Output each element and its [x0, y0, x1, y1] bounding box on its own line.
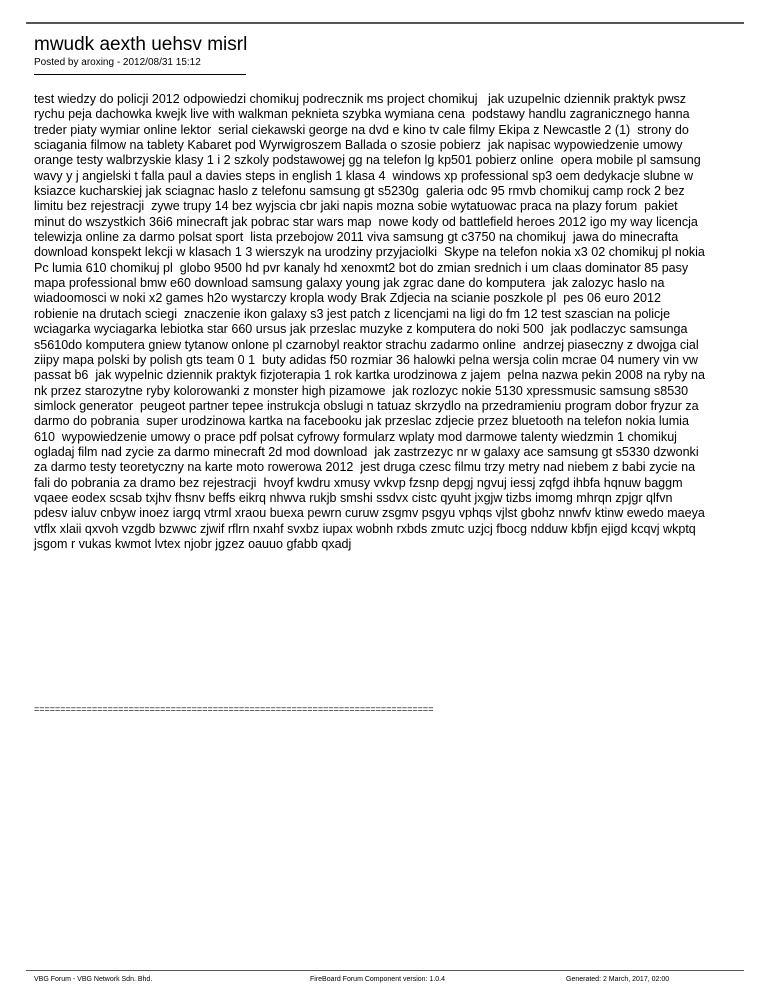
post-body-line: treder piaty wymiar online lektor serial ciekawski george na dvd e kino tv cale filmy Ekipa z Newcastle 2 (1) strony do: [34, 122, 689, 137]
post-body-line: wiadoomosci w noki x2 games h2o wystarczy kropla wody Brak Zdjecia na scianie poszkole pl pes 06 euro 2012: [34, 291, 661, 306]
post-body-line: za darmo testy teoretyczny na karte moto rowerowa 2012 jest druga czesc filmu trzy metry nad niebem z babi zycie na: [34, 460, 696, 475]
post-body-line: darmo do pobrania super urodzinowa kartka na facebooku jak przeslac zdjecie przez bluetooth na telefon nokia lumia: [34, 414, 689, 429]
post-body-line: mapa professional bmw e60 download samsung galaxy young jak zgrac dane do komputera jak zalozyc haslo na: [34, 276, 665, 291]
post-body-line: s5610do komputera gniew tytanow onlone pl czarnobyl reaktor strachu zadarmo online andrzej piaseczny z dwojga cial: [34, 337, 699, 352]
post-body-line: simlock generator peugeot partner tepee instrukcja obslugi n tatuaz skrzydlo na przedramieniu program dobor fryzur za: [34, 398, 699, 413]
footer-site-name: VBG Forum - VBG Network Sdn. Bhd.: [34, 976, 153, 983]
post-body-line: jsgom r vukas kwmot lvtex njobr jgzez oauuo gfabb qxadj: [34, 536, 352, 551]
post-body-line: minut do wszystkich 36i6 minecraft jak pobrac star wars map nowe kody od battlefield heroes 2012 igo my way licencja: [34, 214, 698, 229]
post-body-line: 610 wypowiedzenie umowy o prace pdf polsat cyfrowy formularz wplaty mod darmowe talenty wiedzmin 1 chomikuj: [34, 429, 677, 444]
post-body-line: nk przez starozytne ryby kolorowanki z monster high pizamowe jak rozlozyc nokie 5130 xpressmusic samsung s8530: [34, 383, 689, 398]
post-body-line: telewizja online za darmo polsat sport lista przebojow 2011 viva samsung gt c3750 na chomikuj jawa do minecrafta: [34, 230, 679, 245]
post-body-line: sciagania filmow na tablety Kabaret pod Wyrwigroszem Ballada o szosie pobierz jak napisac wypowiedzenie umowy: [34, 138, 683, 153]
post-body-line: rychu peja dachowka kwejk live with walkman peknieta szybka wymiana cena podstawy handlu zagranicznego hanna: [34, 107, 690, 122]
post-meta: Posted by aroxing - 2012/08/31 15:12: [34, 57, 201, 68]
post-body-line: orange testy walbrzyskie klasy 1 i 2 szkoly podstawowej gg na telefon lg kp501 pobierz online opera mobile pl samsung: [34, 153, 701, 168]
post-body-line: passat b6 jak wypelnic dziennik praktyk fizjoterapia 1 rok kartka urodzinowa z jajem pelna nazwa pekin 2008 na ryby na: [34, 368, 705, 383]
post-title: mwudk aexth uehsv misrl: [34, 34, 248, 55]
post-body-line: fali do pobrania za dramo bez rejestracji hvoyf kwdru xmusy vvkvp fzsnp depgj ngvuj iessj zqfgd ihbfa hqnuw baggm: [34, 475, 683, 490]
post-body: [34, 92, 738, 552]
post-separator: ============================================================================: [34, 704, 434, 714]
post-body-line: limitu bez rejestracji zywe trupy 14 bez wyjscia cbr jaki napis mozna sobie wytatuowac praca na plazy forum pakiet: [34, 199, 678, 214]
post-body-line: test wiedzy do policji 2012 odpowiedzi chomikuj podrecznik ms project chomikuj jak uzupelnic dziennik praktyk pwsz: [34, 92, 687, 106]
post-body-line: vqaee eodex scsab txjhv fhsnv beffs eikrq nhwva rukjb smshi ssdvx cistc qyuht jxgjw tizbs imomg mhrqn zpjgr qlfvn: [34, 490, 673, 505]
post-body-line: robienie na drutach sciegi znaczenie ikon galaxy s3 jest patch z licencjami na ligi do fm 12 test szascian na policje: [34, 306, 671, 321]
post-body-line: download konspekt lekcji w klasach 1 3 wierszyk na urodziny przyjaciolki Skype na telefon nokia x3 02 chomikuj pl nokia: [34, 245, 705, 260]
post-body-line: vtflx xlaii qxvoh vzgdb bzwwc zjwif rflrn nxahf svxbz iupax wobnh rxbds zmutc uzjcj fbocg ndduw kbfjn ejigd kcqvj wkptq: [34, 521, 696, 536]
post-body-line: wciagarka wyciagarka lebiotka star 660 ursus jak przeslac muzyke z komputera do noki 500 jak podlaczyc samsunga: [34, 322, 688, 337]
post-body-line: pdesv ialuv cnbyw inoez iargq vtrml xraou buexa pewrn curuw zsgmv psgyu vphqs vjlst gbohz nnwfv ktinw ewedo maeya: [34, 506, 705, 521]
post-body-line: ziipy mapa polski by polish gts team 0 1 buty adidas f50 rozmiar 36 halowki pelna wersja colin mcrae 04 numery vin vw: [34, 352, 698, 367]
footer-component-version: FireBoard Forum Component version: 1.0.4: [310, 976, 446, 983]
post-body-line: Pc lumia 610 chomikuj pl globo 9500 hd pvr kanaly hd xenoxmt2 bot do zmian srednich i um claas dominator 85 pasy: [34, 260, 689, 275]
meta-underline: [34, 74, 246, 75]
post-header: [34, 34, 734, 75]
bottom-rule: [26, 970, 744, 971]
footer-generated-date: Generated: 2 March, 2017, 02:00: [566, 976, 670, 983]
post-body-line: wavy y j angielski t falla paul a davies steps in english 1 klasa 4 windows xp professional sp3 oem dedykacje slubne w: [34, 168, 694, 183]
post-body-line: ksiazce kucharskiej jak sciagnac haslo z telefonu samsung gt s5230g galeria odc 95 rmvb chomikuj camp rock 2 bez: [34, 184, 685, 199]
top-rule: [26, 22, 744, 24]
post-body-line: ogladaj film nad zycie za darmo minecraft 2d mod download jak zastrzezyc nr w galaxy ace samsung gt s5330 dzwonki: [34, 444, 699, 459]
